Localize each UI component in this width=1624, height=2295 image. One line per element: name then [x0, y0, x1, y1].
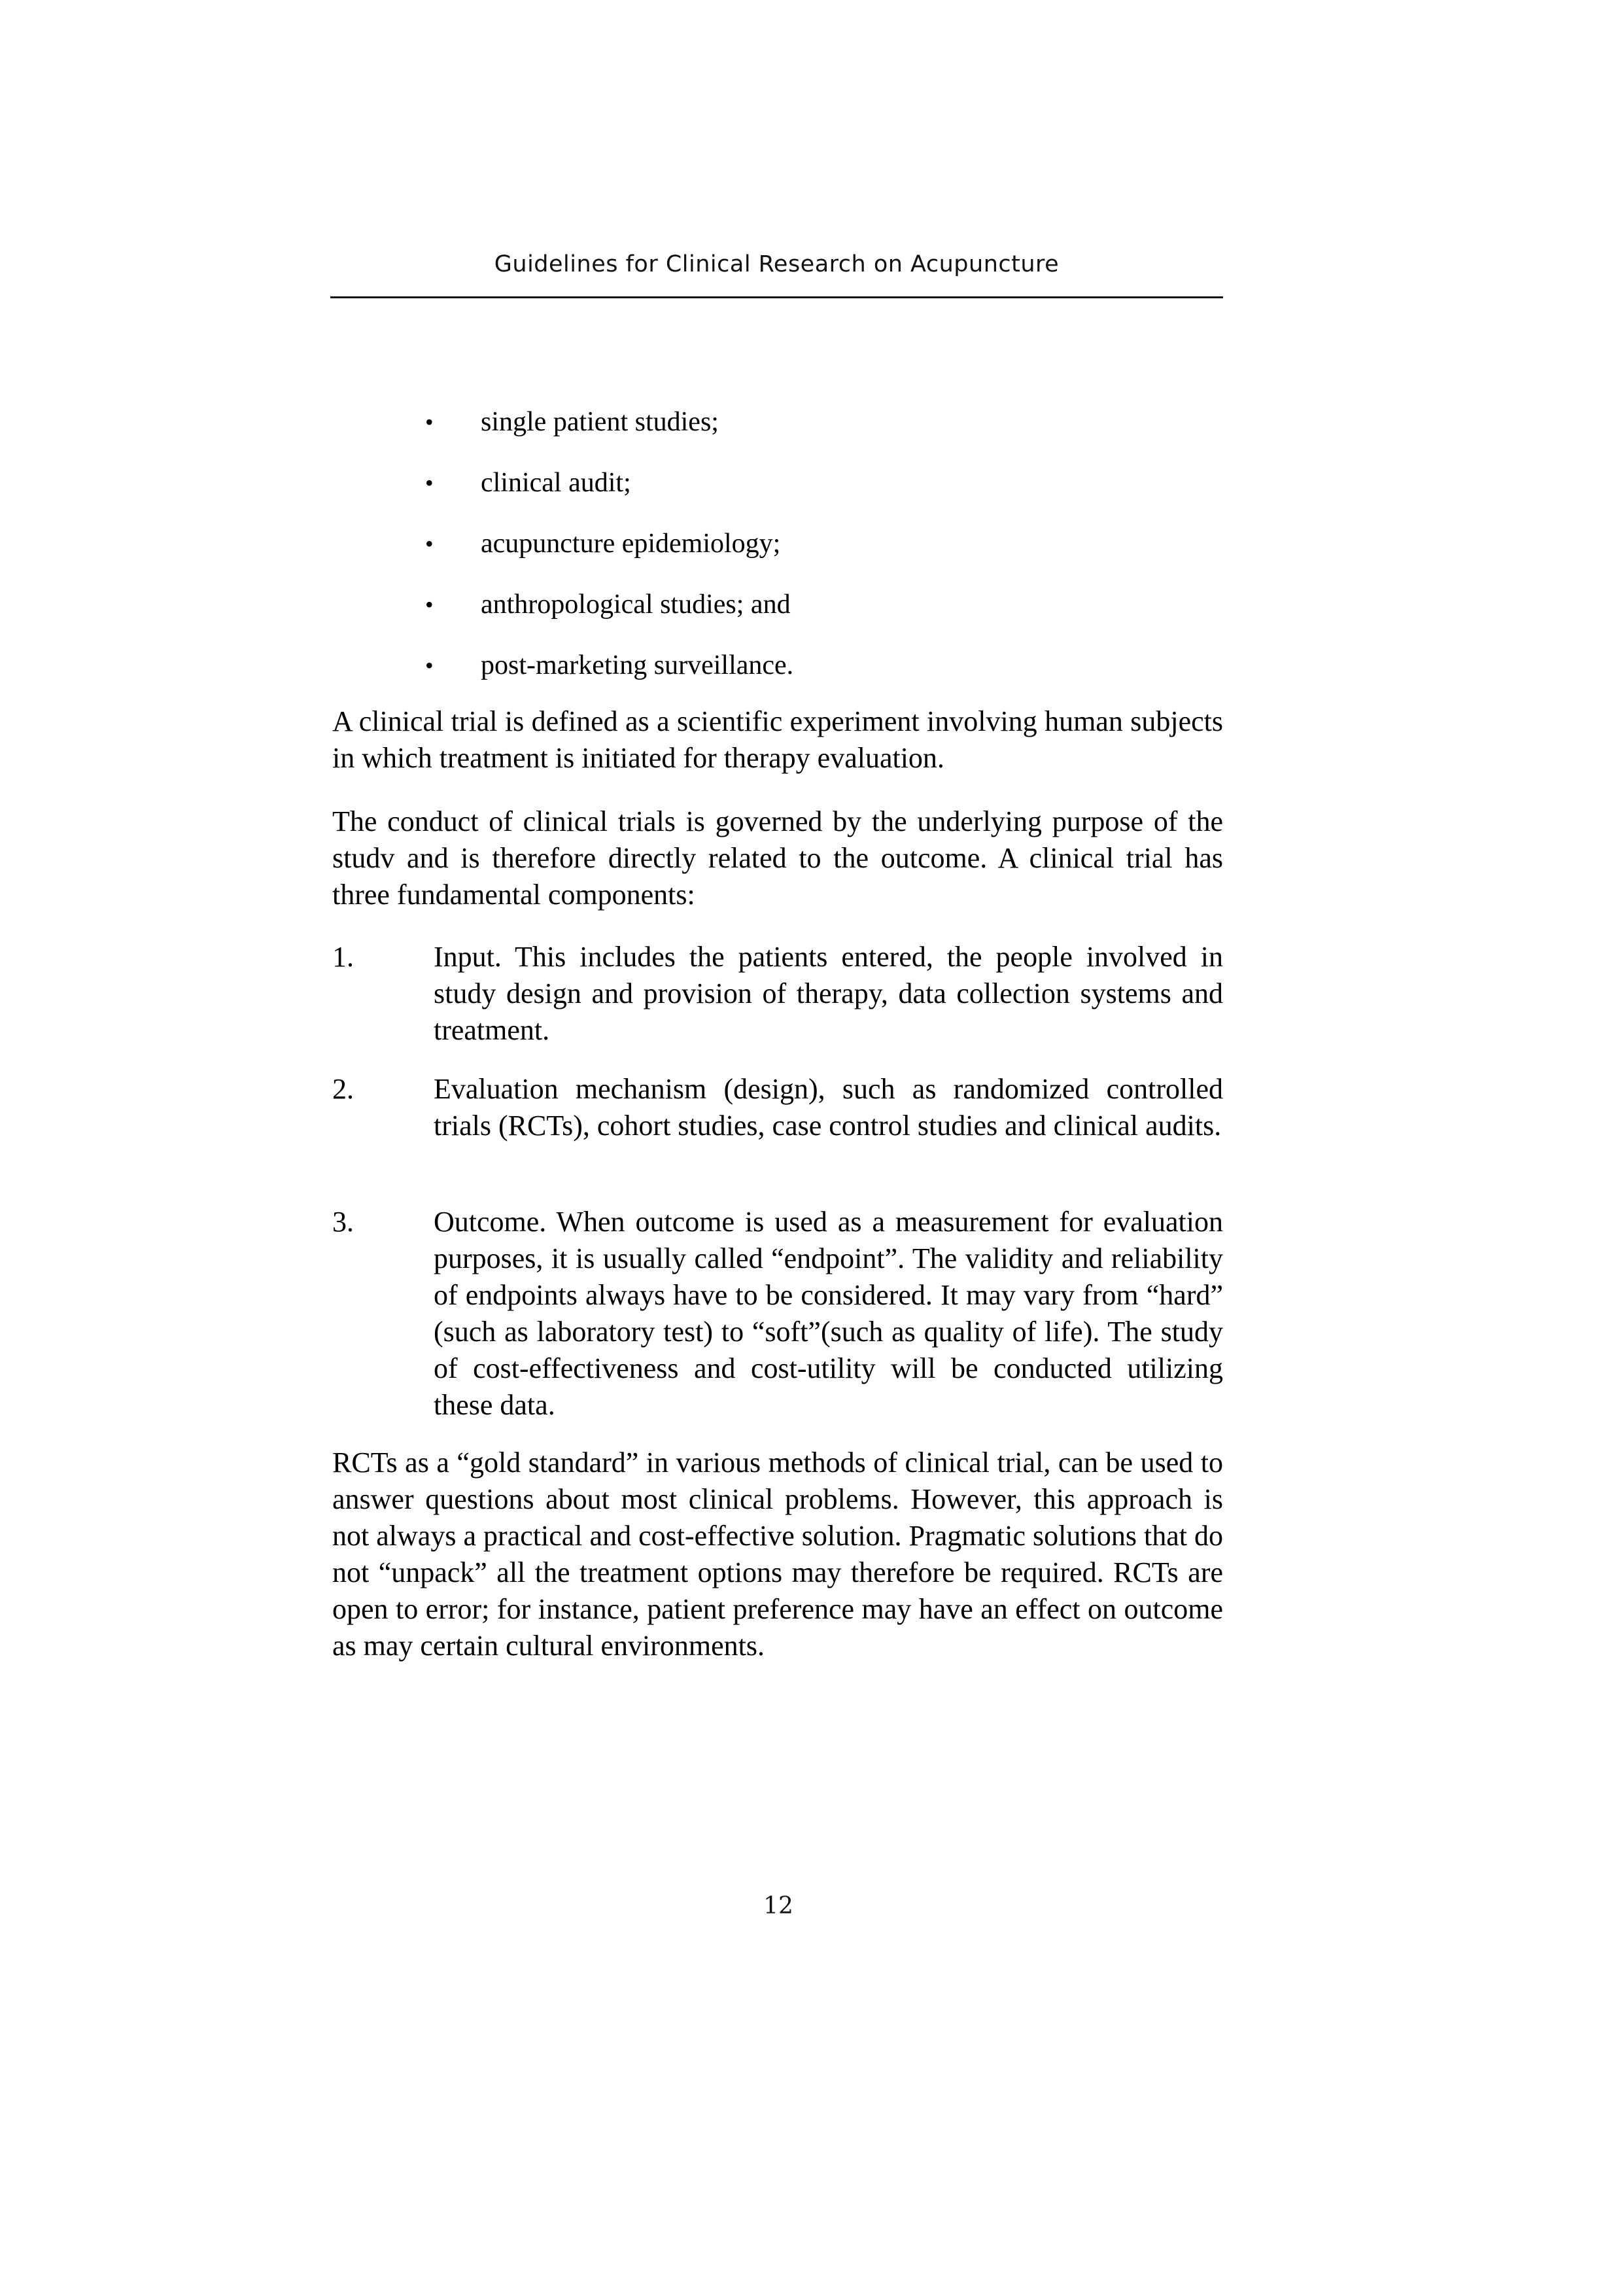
item-text: Input. This includes the patients entered, the people involved in study design and provision of therapy, data collection systems and treatment.	[434, 941, 1223, 1046]
list-item-text: single patient studies;	[481, 407, 719, 437]
bullet-icon: •	[425, 409, 434, 435]
bullet-icon: •	[425, 470, 434, 496]
page-number: 12	[763, 1893, 793, 1919]
list-item	[425, 463, 1145, 524]
list-item	[425, 585, 1145, 646]
paragraph-trial-conduct: The conduct of clinical trials is governed by the underlying purpose of the studv and is therefore directly related to the outcome. A clinical trial has three fundamental components:	[332, 805, 1223, 911]
list-item-text: clinical audit;	[481, 468, 631, 498]
list-item	[425, 646, 1145, 707]
running-header-title: Guidelines for Clinical Research on Acupuncture	[494, 251, 1060, 277]
paragraph-rct-standard: RCTs as a “gold standard” in various methods of clinical trial, can be used to answer questions about most clinical problems. However, this approach is not always a practical and cost-effective solution. Pragmatic solutions that do not “unpack” all the treatment options may therefore be required. RCTs are open to error; for instance, patient preference may have an effect on outcome as may certain cultural environments.	[332, 1446, 1223, 1662]
item-text: Outcome. When outcome is used as a measurement for evaluation purposes, it is usually called “endpoint”. The validity and reliability of endpoints always have to be considered. It may vary from “hard” (such as laboratory test) to “soft”(such as quality of life). The study of cost-effectiveness and cost-utility will be conducted utilizing these data.	[434, 1206, 1223, 1421]
list-item	[425, 402, 1145, 463]
header-rule	[330, 296, 1223, 298]
item-number: 2.	[332, 1073, 354, 1105]
bullet-list	[425, 402, 1145, 707]
bullet-icon: •	[425, 531, 434, 557]
paragraph-trial-definition: A clinical trial is defined as a scientific experiment involving human subjects in which treatment is initiated for therapy evaluation.	[332, 705, 1223, 774]
list-item-text: post-marketing surveillance.	[481, 650, 794, 680]
list-item-text: acupuncture epidemiology;	[481, 529, 781, 559]
bullet-icon: •	[425, 591, 434, 618]
item-text: Evaluation mechanism (design), such as randomized controlled trials (RCTs), cohort studies, case control studies and clinical audits.	[434, 1073, 1223, 1142]
item-number: 1.	[332, 941, 354, 973]
bullet-icon: •	[425, 652, 434, 678]
list-item	[425, 524, 1145, 585]
item-number: 3.	[332, 1206, 354, 1238]
list-item-text: anthropological studies; and	[481, 589, 791, 620]
